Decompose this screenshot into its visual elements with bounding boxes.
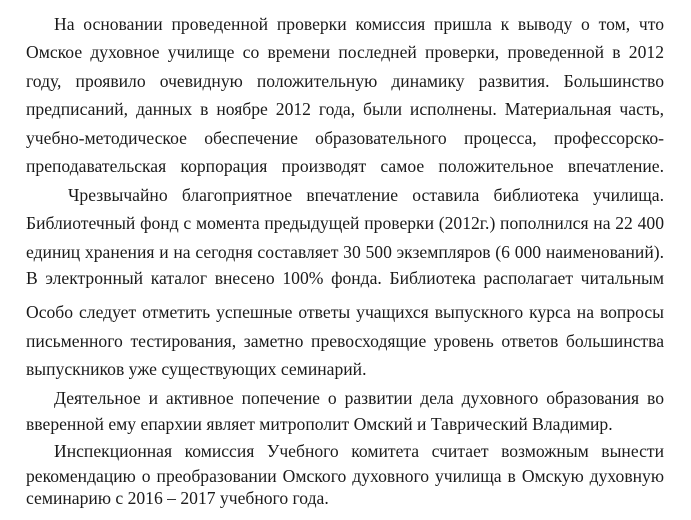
paragraph-4-line-1: Деятельное и активное попечение о развитии дела духовного образования во xyxy=(54,388,664,408)
paragraph-2-line-3: единиц хранения и на сегодня составляет 30 500 экземпляров (6 000 наименований). xyxy=(26,242,664,262)
paragraph-3-line-1: Особо следует отметить успешные ответы учащихся выпускного курса на вопросы xyxy=(26,302,664,322)
paragraph-3-line-2: письменного тестирования, заметно превосходящие уровень ответов большинства xyxy=(26,331,664,351)
paragraph-1-line-2: Омское духовное училище со времени последней проверки, проведенной в 2012 xyxy=(26,42,664,62)
paragraph-1-line-3: году, проявило очевидную положительную динамику развития. Большинство xyxy=(26,71,664,91)
paragraph-1-line-5: учебно-методическое обеспечение образовательного процесса, профессорско- xyxy=(26,128,664,148)
paragraph-1-line-4: предписаний, данных в ноябре 2012 года, были исполнены. Материальная часть, xyxy=(26,99,664,119)
paragraph-1-line-6: преподавательская корпорация производят самое положительное впечатление. xyxy=(26,156,664,176)
paragraph-5-line-3: семинарию с 2016 – 2017 учебного года. xyxy=(26,488,329,508)
paragraph-1-line-1: На основании проведенной проверки комиссия пришла к выводу о том, что xyxy=(54,14,664,34)
paragraph-2-line-2: Библиотечный фонд с момента предыдущей проверки (2012г.) пополнился на 22 400 xyxy=(26,213,664,233)
paragraph-5-line-1: Инспекционная комиссия Учебного комитета считает возможным вынести xyxy=(54,441,664,461)
paragraph-3-line-3: выпускников уже существующих семинарий. xyxy=(26,359,367,379)
paragraph-5-line-2: рекомендацию о преобразовании Омского духовного училища в Омскую духовную xyxy=(26,466,664,486)
paragraph-2-line-4: В электронный каталог внесено 100% фонда. Библиотека располагает читальным xyxy=(26,268,664,288)
paragraph-2-line-1: Чрезвычайно благоприятное впечатление оставила библиотека училища. xyxy=(68,185,664,205)
paragraph-4-line-2: вверенной ему епархии являет митрополит Омский и Таврический Владимир. xyxy=(26,414,613,434)
